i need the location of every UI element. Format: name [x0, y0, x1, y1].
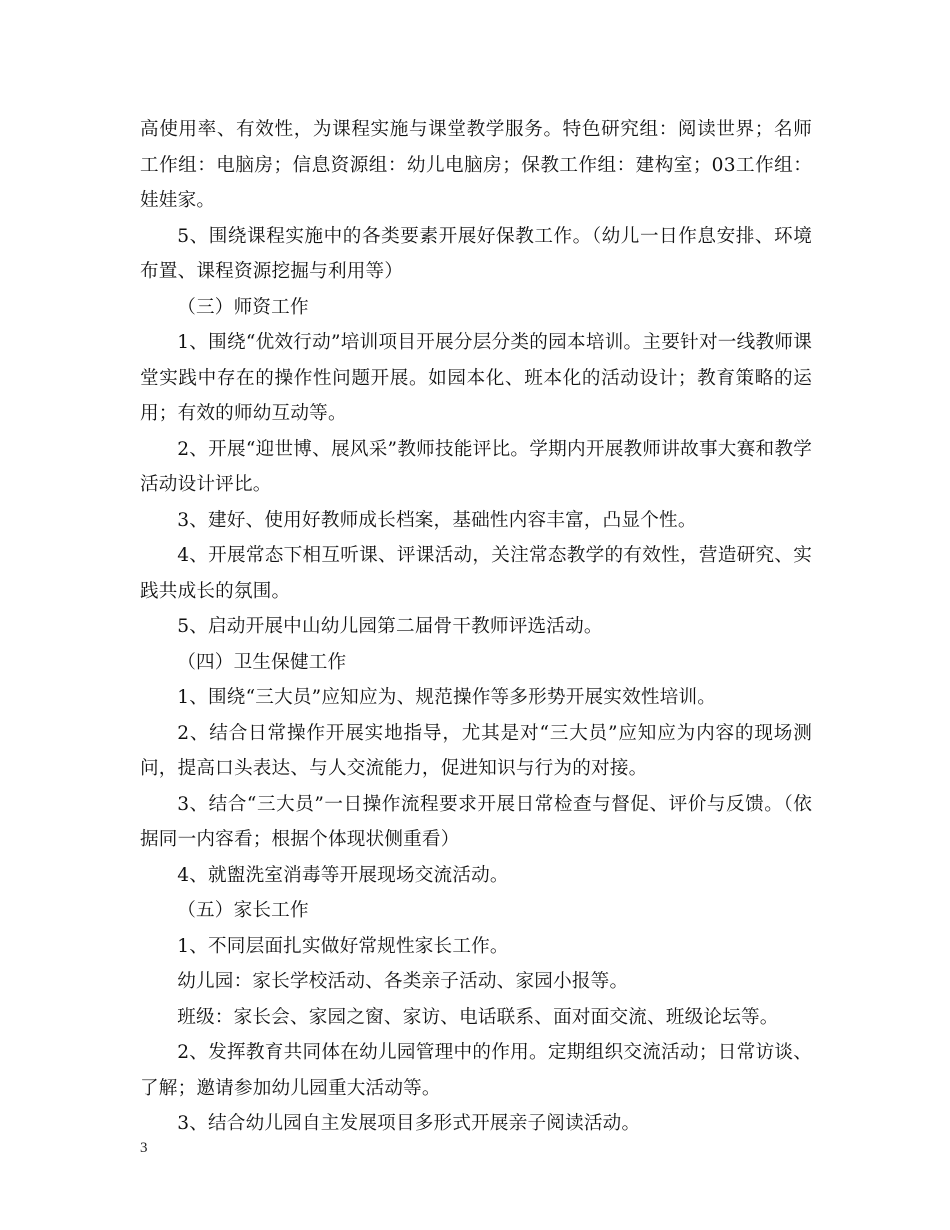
- paragraph: 2、结合日常操作开展实地指导，尤其是对“三大员”应知应为内容的现场测问，提高口头表达、与人交流能力，促进知识与行为的对接。: [140, 722, 812, 779]
- page-number: 3: [140, 1140, 148, 1156]
- paragraph: 1、不同层面扎实做好常规性家长工作。: [177, 935, 509, 957]
- document-body: [140, 112, 812, 1142]
- paragraph: 5、启动开展中山幼儿园第二届骨干教师评选活动。: [177, 616, 603, 637]
- section-heading: （三）师资工作: [177, 296, 309, 318]
- paragraph: 4、开展常态下相互听课、评课活动，关注常态教学的有效性，营造研究、实践共成长的氛围。: [140, 545, 812, 602]
- paragraph: 3、结合“三大员”一日操作流程要求开展日常检查与督促、评价与反馈。（依据同一内容看；根据个体现状侧重看）: [140, 793, 812, 850]
- paragraph: 班级：家长会、家园之窗、家访、电话联系、面对面交流、班级论坛等。: [177, 1006, 779, 1028]
- section-heading: （五）家长工作: [177, 900, 309, 921]
- section-heading: （四）卫生保健工作: [177, 651, 347, 673]
- paragraph: 2、发挥教育共同体在幼儿园管理中的作用。定期组织交流活动；日常访谈、了解；邀请参加幼儿园重大活动等。: [140, 1042, 812, 1099]
- paragraph: 2、开展“迎世博、展风采”教师技能评比。学期内开展教师讲故事大赛和教学活动设计评比。: [140, 438, 812, 495]
- paragraph: 4、就盥洗室消毒等开展现场交流活动。: [177, 864, 509, 886]
- paragraph: 1、围绕“优效行动”培训项目开展分层分类的园本培训。主要针对一线教师课堂实践中存在的操作性问题开展。如园本化、班本化的活动设计；教育策略的运用；有效的师幼互动等。: [140, 332, 812, 424]
- paragraph: 3、结合幼儿园自主发展项目多形式开展亲子阅读活动。: [177, 1113, 641, 1134]
- paragraph: 1、围绕“三大员”应知应为、规范操作等多形势开展实效性培训。: [177, 687, 717, 708]
- paragraph: 5、围绕课程实施中的各类要素开展好保教工作。（幼儿一日作息安排、环境布置、课程资源挖掘与利用等）: [140, 225, 812, 282]
- paragraph: 幼儿园：家长学校活动、各类亲子活动、家园小报等。: [177, 971, 629, 992]
- paragraph: 3、建好、使用好教师成长档案，基础性内容丰富，凸显个性。: [177, 509, 697, 531]
- paragraph: 高使用率、有效性，为课程实施与课堂教学服务。特色研究组：阅读世界；名师工作组：电脑房；信息资源组：幼儿电脑房；保教工作组：建构室；03工作组：娃娃家。: [140, 119, 812, 211]
